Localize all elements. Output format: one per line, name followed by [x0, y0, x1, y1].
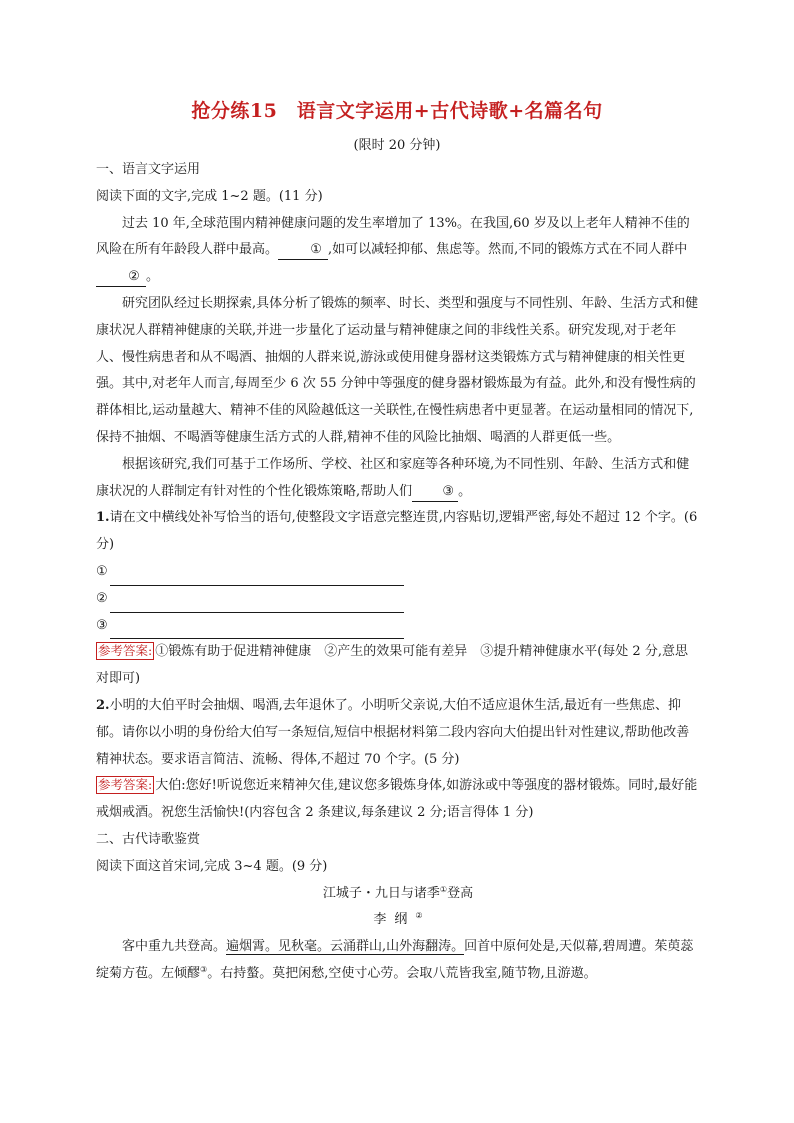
- blank-3: ③: [412, 483, 458, 502]
- answer-2: 参考答案: 大伯:您好!听说您近来精神欠佳,建议您多锻炼身体,如游泳或中等强度的器材锻炼。同时,最好能戒烟戒酒。祝您生活愉快!(内容包含 2 条建议,每条建议 2 分;语言得体 1 分): [96, 777, 698, 821]
- question-2: 2.小明的大伯平时会抽烟、喝酒,去年退休了。小明听父亲说,大伯不适应退休生活,最近有一些焦虑、抑郁。请你以小明的身份给大伯写一条短信,短信中根据材料第二段内容向大伯提出针对性建议,帮助他改善精神状态。要求语言简洁、流畅、得体,不超过 70 个字。(5 分): [96, 697, 690, 767]
- blank-1: ①: [278, 241, 328, 260]
- answer-tag: 参考答案:: [98, 643, 153, 659]
- passage-paragraph: 过去 10 年,全球范围内精神健康问题的发生率增加了 13%。在我国,60 岁及以上老年人精神不佳的风险在所有年龄段人群中最高。 ① ,如可以减轻抑郁、焦虑等。然而,不同的锻炼方式在不同人群中② 。: [96, 211, 700, 291]
- section-intro: 阅读下面这首宋词,完成 3~4 题。(9 分): [96, 858, 328, 874]
- passage-paragraph: 研究团队经过长期探索,具体分析了锻炼的频率、时长、类型和强度与不同性别、年龄、生活方式和健康状况人群精神健康的关联,并进一步量化了运动量与精神健康之间的非线性关系。研究发现,对于老年人、慢性病患者和从不喝酒、抽烟的人群来说,游泳或使用健身器材这类锻炼方式与精神健康的相关性更强。其中,对老年人而言,每周至少 6 次 55 分钟中等强度的健身器材锻炼最为有益。此外,和没有慢性病的群体相比,运动量越大、精神不佳的风险越低这一关联性,在慢性病患者中更显著。在运动量相同的情况下,保持不抽烟、不喝酒等健康生活方式的人群,精神不佳的风险比抽烟、喝酒的人群更低一些。: [96, 295, 699, 445]
- answer-line-2[interactable]: ②: [96, 586, 700, 613]
- section-heading: 一、语言文字运用: [96, 162, 201, 177]
- page-title: 抢分练15 语言文字运用+古代诗歌+名篇名句: [191, 100, 603, 122]
- answer-tag: 参考答案:: [98, 777, 153, 793]
- time-limit: (限时 20 分钟): [353, 138, 441, 153]
- content: [96, 157, 700, 988]
- poem-body: 客中重九共登高。遍烟霄。见秋毫。云涌群山,山外海翻涛。回首中原何处是,天似幕,碧周遭。茱萸蕊绽菊方苞。左倾醪③。右持螯。莫把闲愁,空使寸心劳。会取八荒皆我室,随节物,且游遨。: [96, 939, 694, 981]
- answer-line-3[interactable]: ③: [96, 613, 700, 640]
- underlined-text: 遍烟霄。见秋毫。云涌群山,山外海翻涛。: [226, 939, 465, 955]
- answer-line-1[interactable]: ①: [96, 559, 700, 586]
- blank-2: ②: [96, 268, 146, 287]
- question-1: 1.请在文中横线处补写恰当的语句,使整段文字语意完整连贯,内容贴切,逻辑严密,每处不超过 12 个字。(6 分): [96, 510, 698, 553]
- passage-paragraph: 根据该研究,我们可基于工作场所、学校、社区和家庭等各种环境,为不同性别、年龄、生活方式和健康状况的人群制定有针对性的个性化锻炼策略,帮助人们 ③ 。: [96, 452, 700, 506]
- answer-1: 参考答案: ①锻炼有助于促进精神健康 ②产生的效果可能有差异 ③提升精神健康水平(每处 2 分,意思对即可): [96, 643, 688, 687]
- poem-title: 江城子・九日与诸季①登高: [322, 884, 474, 901]
- section-heading: 二、古代诗歌鉴赏: [96, 831, 201, 847]
- poem-author: 李纲②: [373, 911, 423, 928]
- section-intro: 阅读下面的文字,完成 1~2 题。(11 分): [96, 188, 323, 204]
